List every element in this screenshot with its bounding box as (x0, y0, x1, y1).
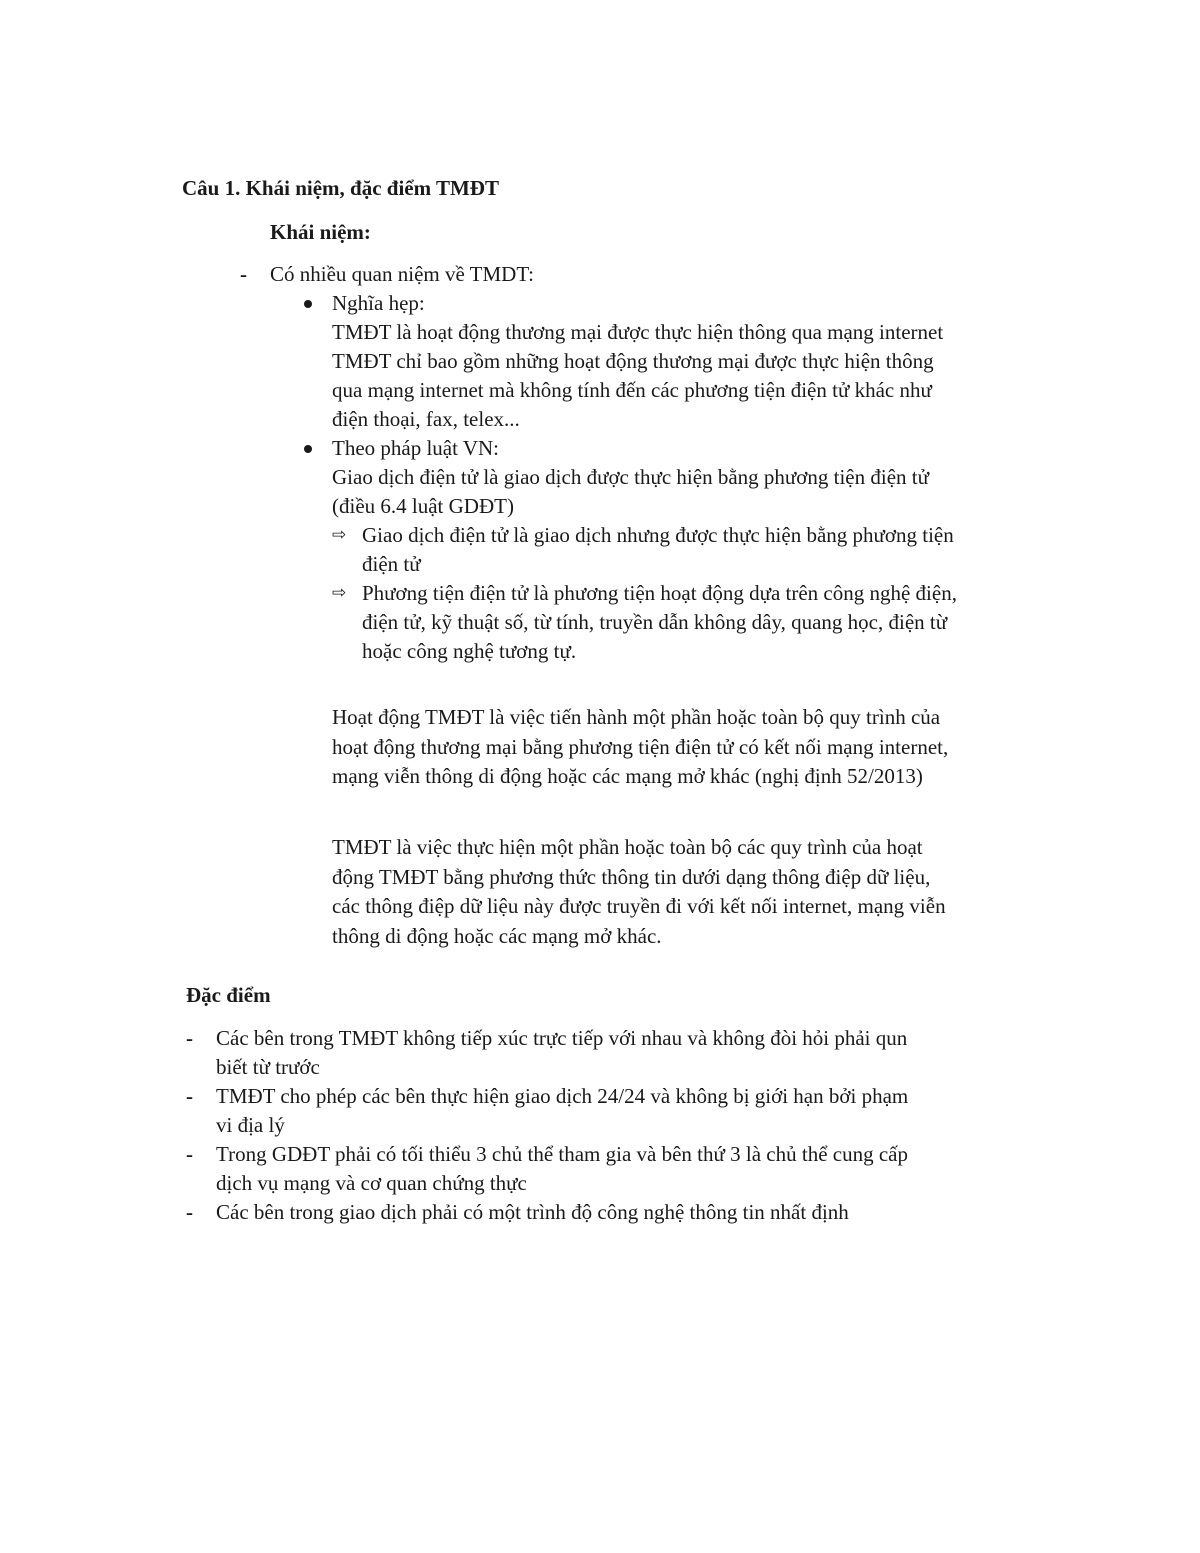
list-item (332, 579, 960, 666)
features-list (186, 1024, 916, 1227)
arrow-right-icon: ⇨ (332, 525, 347, 545)
concept-list (240, 260, 960, 666)
list-item (302, 289, 960, 434)
feature-text: Các bên trong TMĐT không tiếp xúc trực tiếp với nhau và không đòi hỏi phải qun biết từ trước (216, 1026, 908, 1079)
paragraph: Hoạt động TMĐT là việc tiến hành một phần hoặc toàn bộ quy trình của hoạt động thương mại bằng phương tiện điện tử có kết nối mạng internet, mạng viễn thông di động hoặc các mạng mở khác (nghị định 52/2013) (332, 705, 949, 788)
narrow-sense-line: TMĐT chỉ bao gồm những hoạt động thương mại được thực hiện thông qua mạng internet mà không tính đến các phương tiện điện tử khác như điện thoại, fax, telex... (332, 349, 934, 431)
feature-text: Trong GDĐT phải có tối thiểu 3 chủ thể tham gia và bên thứ 3 là chủ thể cung cấp dịch vụ mạng và cơ quan chứng thực (216, 1142, 908, 1195)
feature-text: TMĐT cho phép các bên thực hiện giao dịch 24/24 và không bị giới hạn bởi phạm vi địa lý (216, 1084, 909, 1137)
list-item (186, 1024, 916, 1082)
arrow-item-text: Giao dịch điện tử là giao dịch nhưng được thực hiện bằng phương tiện điện tử (362, 523, 954, 576)
list-item (332, 521, 960, 579)
list-item (186, 1198, 916, 1227)
dash-marker: - (240, 262, 247, 286)
bullet-icon (304, 300, 312, 308)
arrow-item-text: Phương tiện điện tử là phương tiện hoạt động dựa trên công nghệ điện, điện tử, kỹ thuật số, từ tính, truyền dẫn không dây, quang học, điện từ hoặc công nghệ tương tự. (362, 581, 957, 663)
narrow-sense-line: TMĐT là hoạt động thương mại được thực hiện thông qua mạng internet (332, 320, 944, 344)
bullet-icon (304, 445, 312, 453)
paragraph: TMĐT là việc thực hiện một phần hoặc toàn bộ các quy trình của hoạt động TMĐT bằng phương thức thông tin dưới dạng thông điệp dữ liệu, các thông điệp dữ liệu này được truyền đi với kết nối internet, mạng viễn thông di động hoặc các mạng mở khác. (332, 835, 946, 948)
dash-marker: - (186, 1084, 193, 1108)
arrow-right-icon: ⇨ (332, 583, 347, 603)
list-item (240, 260, 960, 666)
feature-text: Các bên trong giao dịch phải có một trình độ công nghệ thông tin nhất định (216, 1200, 849, 1224)
vn-law-label: Theo pháp luật VN: (332, 436, 499, 460)
definition-list (302, 289, 960, 666)
arrow-list (332, 521, 960, 666)
dash-marker: - (186, 1200, 193, 1224)
dash-marker: - (186, 1026, 193, 1050)
concept-heading: Khái niệm: (270, 220, 371, 244)
dash-marker: - (186, 1142, 193, 1166)
concept-intro: Có nhiều quan niệm về TMDT: (270, 262, 534, 286)
features-heading: Đặc điểm (186, 983, 271, 1007)
vn-law-text: Giao dịch điện tử là giao dịch được thực hiện bằng phương tiện điện tử (điều 6.4 luật GDĐT) (332, 465, 929, 518)
list-item (186, 1140, 916, 1198)
list-item (186, 1082, 916, 1140)
list-item (302, 434, 960, 666)
page-title: Câu 1. Khái niệm, đặc điểm TMĐT (182, 176, 499, 200)
narrow-sense-label: Nghĩa hẹp: (332, 291, 425, 315)
